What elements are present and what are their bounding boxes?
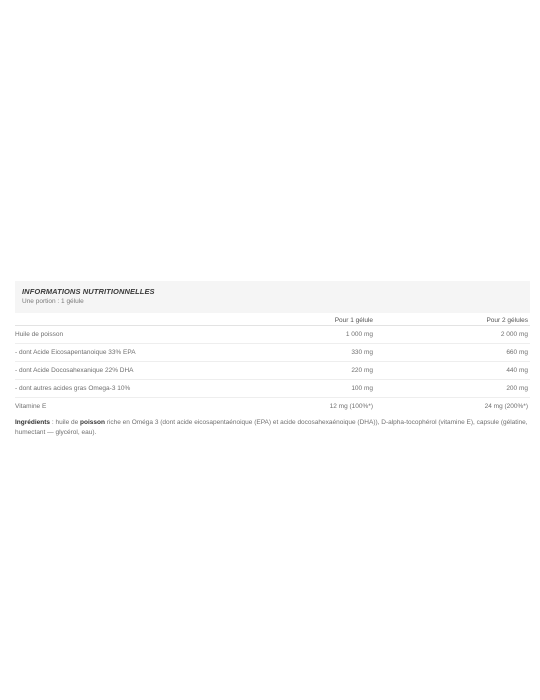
table-header-row [15,313,530,326]
ingredients-text-after: riche en Oméga 3 (dont acide eicosapentaénoique (EPA) et acide docosahexaénoique (DHA)), D-alpha-tocophérol (vitamine E), capsule (gélatine, humectant — glycérol, eau). [15,419,528,436]
value-two-capsules: 660 mg [375,344,530,362]
ingredients-text [15,418,530,438]
nutrition-table [15,313,530,415]
value-one-capsule: 1 000 mg [155,326,375,344]
nutrition-section [15,281,530,438]
row-label: - dont autres acides gras Omega-3 10% [15,380,155,398]
table-row [15,398,530,416]
row-label: - dont Acide Docosahexanique 22% DHA [15,362,155,380]
row-label: - dont Acide Eicosapentanoique 33% EPA [15,344,155,362]
column-header-two-capsules: Pour 2 gélules [375,313,530,326]
ingredients-allergen: poisson [80,419,105,426]
table-row [15,326,530,344]
value-two-capsules: 440 mg [375,362,530,380]
value-two-capsules: 2 000 mg [375,326,530,344]
value-two-capsules: 24 mg (200%*) [484,402,528,410]
serving-size: Une portion : 1 gélule [22,298,84,305]
table-row [15,362,530,380]
table-row [15,380,530,398]
value-one-capsule: 220 mg [155,362,375,380]
nutrition-header [15,281,530,313]
column-header-label [15,313,155,326]
ingredients-text-before: : huile de [50,419,81,426]
ingredients-heading: Ingrédients [15,419,51,426]
value-one-capsule: 100 mg [155,380,375,398]
row-label: Vitamine E [15,402,47,410]
row-label: Huile de poisson [15,326,155,344]
nutrition-title: INFORMATIONS NUTRITIONNELLES [22,287,155,296]
value-two-capsules: 200 mg [375,380,530,398]
value-one-capsule: 330 mg [155,344,375,362]
table-row [15,344,530,362]
value-one-capsule: 12 mg (100%*) [329,402,373,410]
column-header-one-capsule: Pour 1 gélule [155,313,375,326]
